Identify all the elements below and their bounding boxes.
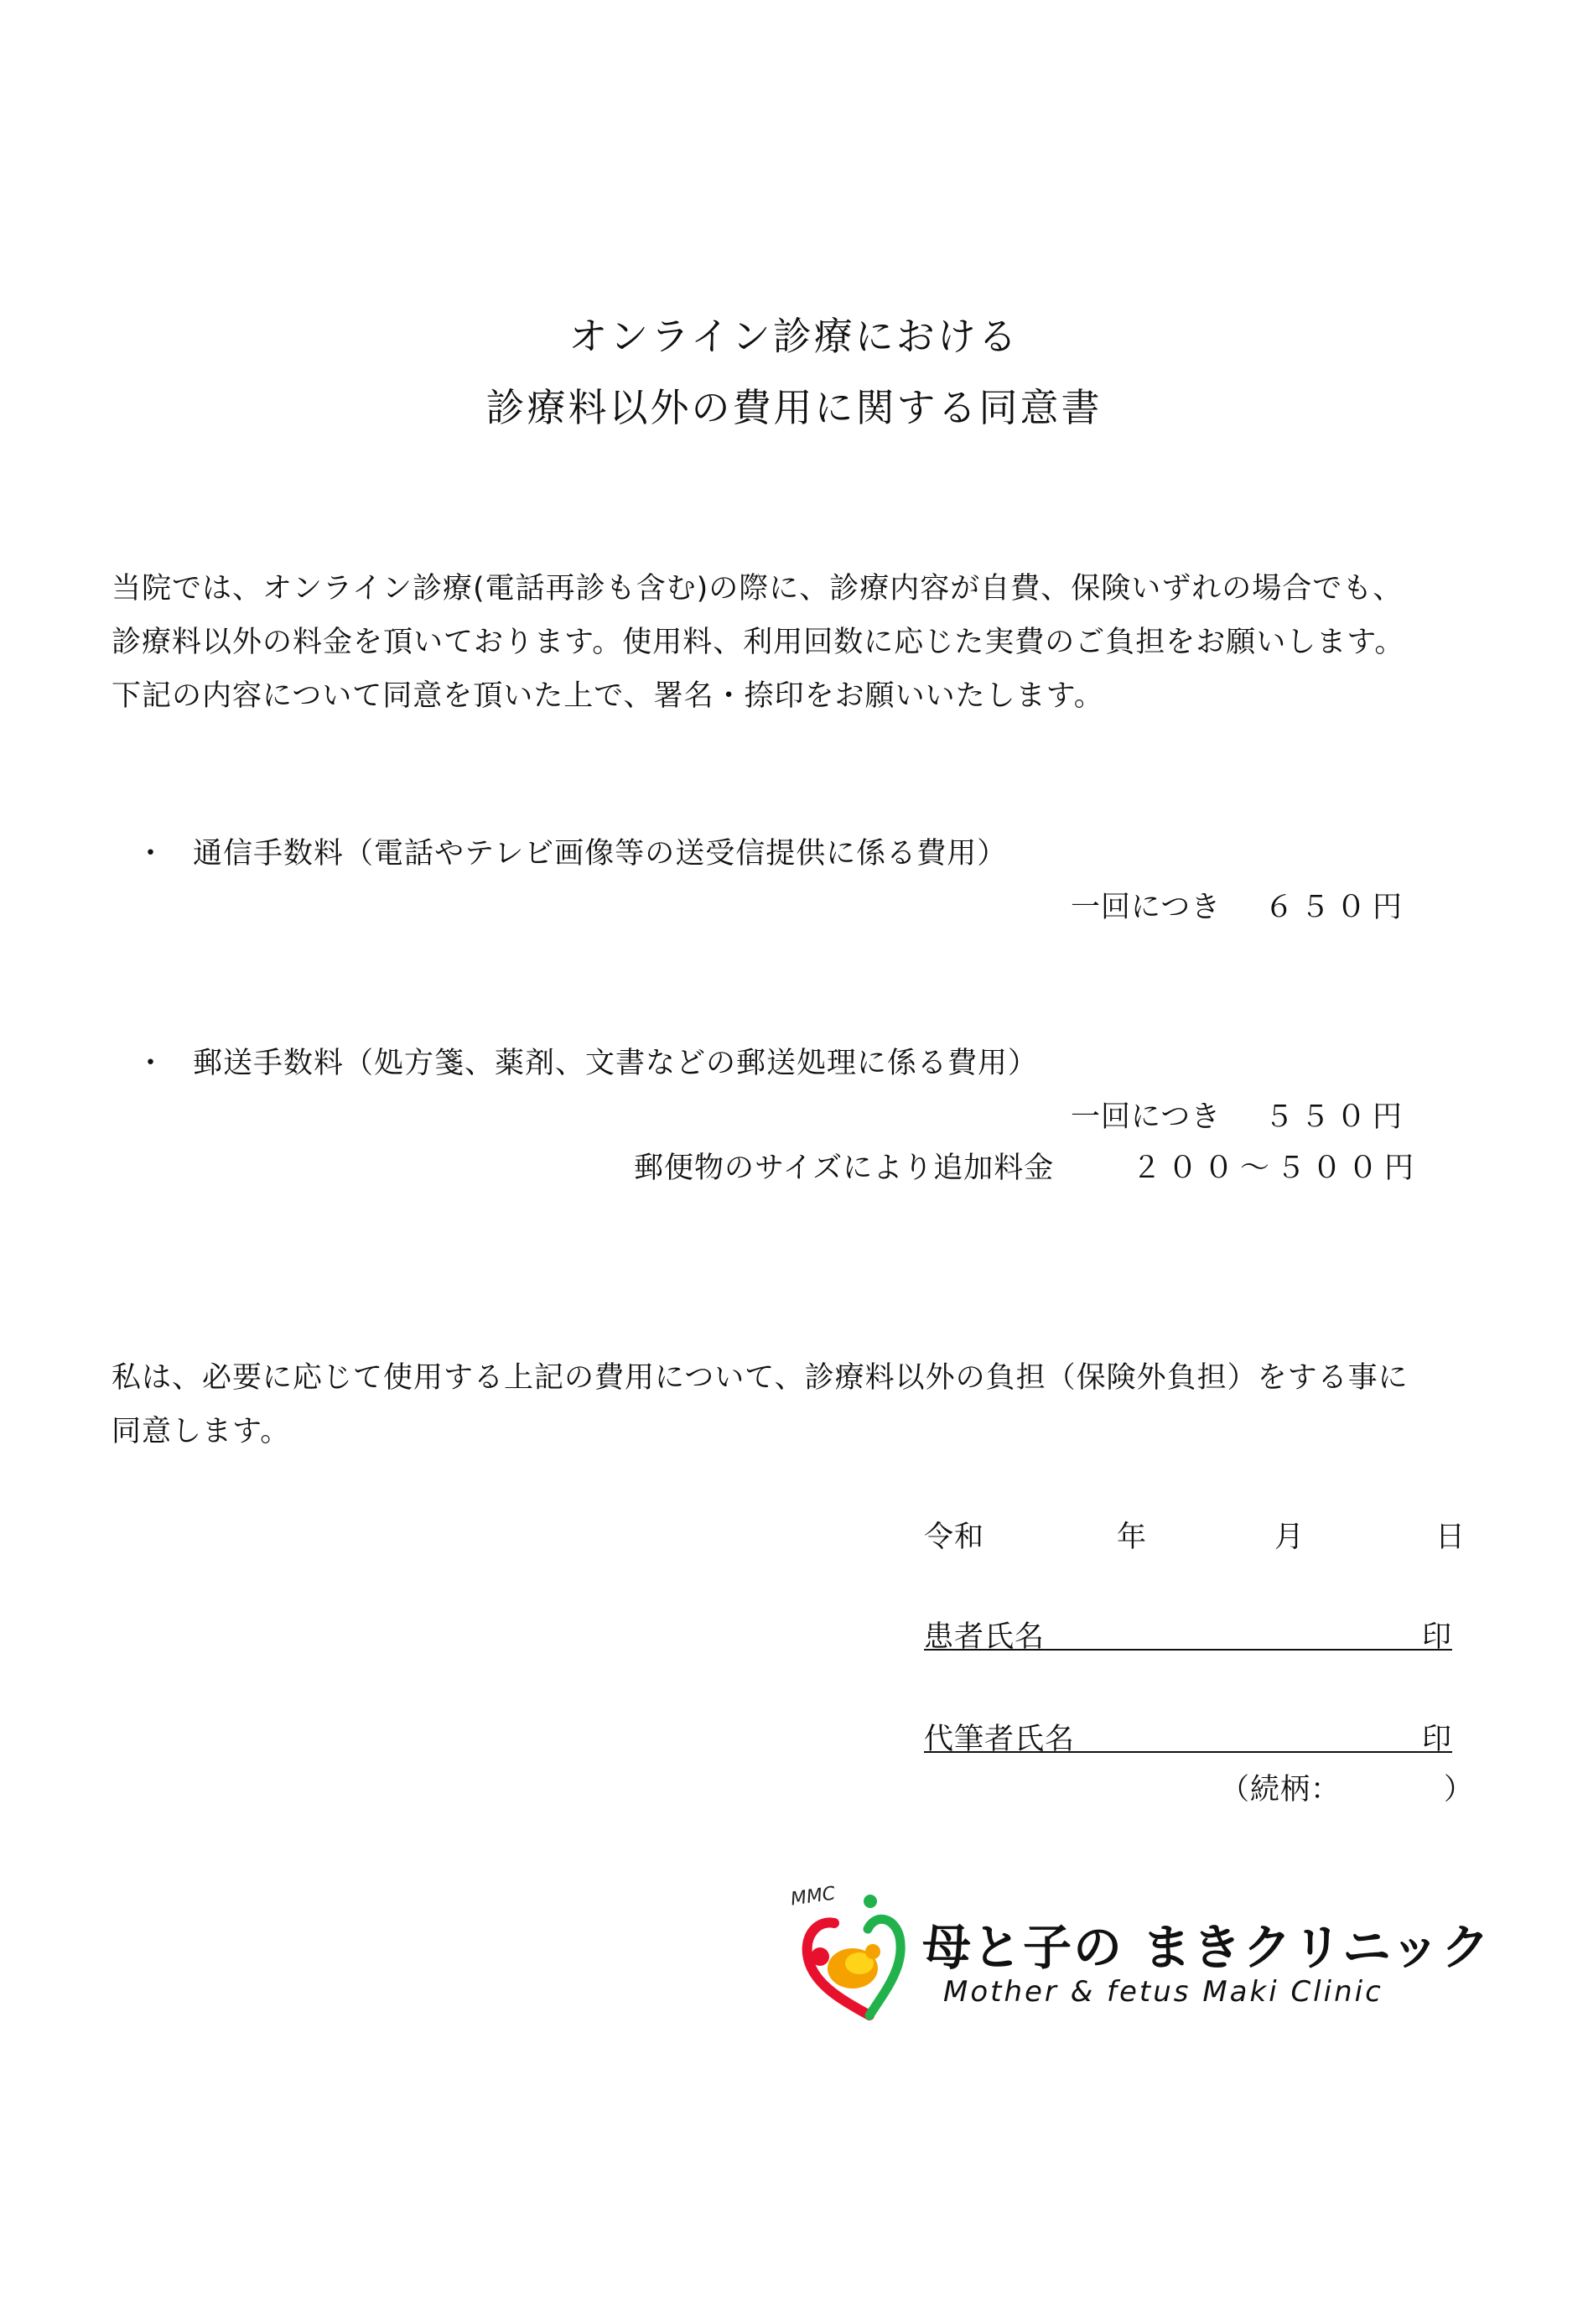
clinic-heart-mark bbox=[792, 1891, 926, 2025]
clinic-logo bbox=[789, 1883, 1492, 2025]
intro-line-3: 下記の内容について同意を頂いた上で、署名・捺印をお願いいたします。 bbox=[112, 679, 1104, 713]
proxy-name-field[interactable] bbox=[924, 1716, 1452, 1756]
date-year: 年 bbox=[1117, 1521, 1148, 1554]
relation-close[interactable]: ） bbox=[1444, 1773, 1475, 1807]
intro-line-1: 当院では、オンライン診療(電話再診も含む)の際に、診療内容が自費、保険いずれの場合でも、 bbox=[112, 572, 1404, 606]
document-title-line2: 診療料以外の費用に関する同意書 bbox=[485, 385, 1103, 430]
fee-item-1-per-use-label: 一回につき bbox=[1071, 891, 1222, 924]
logo-name-en: Mother & fetus Maki Clinic bbox=[943, 1975, 1383, 2009]
intro-line-2: 診療料以外の料金を頂いております。使用料、利用回数に応じた実費のご負担をお願いします。 bbox=[112, 626, 1405, 659]
fee-item-1-label: 通信手数料（電話やテレビ画像等の送受信提供に係る費用） bbox=[193, 837, 1008, 871]
fee-item-2-bullet: ・ bbox=[136, 1047, 167, 1080]
relation-open: （続柄： bbox=[1220, 1773, 1341, 1807]
proxy-seal-mark: 印 bbox=[1421, 1723, 1452, 1756]
logo-mmc-text: MMC bbox=[789, 1883, 837, 1911]
fee-item-2-label: 郵送手数料（処方箋、薬剤、文書などの郵送処理に係る費用） bbox=[193, 1047, 1039, 1080]
fee-item-1-amount: ６５０円 bbox=[1264, 891, 1409, 924]
fee-item-2-extra-label: 郵便物のサイズにより追加料金 bbox=[634, 1152, 1055, 1185]
fee-item-2-amount: ５５０円 bbox=[1264, 1100, 1409, 1134]
logo-green-dot bbox=[864, 1895, 877, 1908]
fee-item-2-extra-amount: ２００～５００円 bbox=[1132, 1152, 1421, 1185]
consent-line-1: 私は、必要に応じて使用する上記の費用について、診療料以外の負担（保険外負担）をする事に bbox=[112, 1361, 1409, 1395]
proxy-name-label: 代筆者氏名 bbox=[924, 1723, 1076, 1756]
consent-line-2: 同意します。 bbox=[112, 1415, 291, 1448]
logo-red-dot bbox=[811, 1947, 829, 1966]
patient-name-label: 患者氏名 bbox=[924, 1620, 1046, 1654]
logo-baby-head bbox=[865, 1944, 880, 1959]
patient-seal-mark: 印 bbox=[1421, 1620, 1452, 1654]
date-era: 令和 bbox=[924, 1521, 985, 1554]
date-day: 日 bbox=[1435, 1521, 1466, 1554]
patient-name-field[interactable] bbox=[924, 1614, 1452, 1654]
fee-item-1-bullet: ・ bbox=[136, 837, 167, 871]
logo-name-jp: 母と子の まきクリニック bbox=[922, 1919, 1492, 1976]
date-month: 月 bbox=[1274, 1521, 1305, 1554]
fee-item-2-per-use-label: 一回につき bbox=[1071, 1100, 1222, 1134]
document-title-line1: オンライン診療における bbox=[568, 314, 1020, 359]
